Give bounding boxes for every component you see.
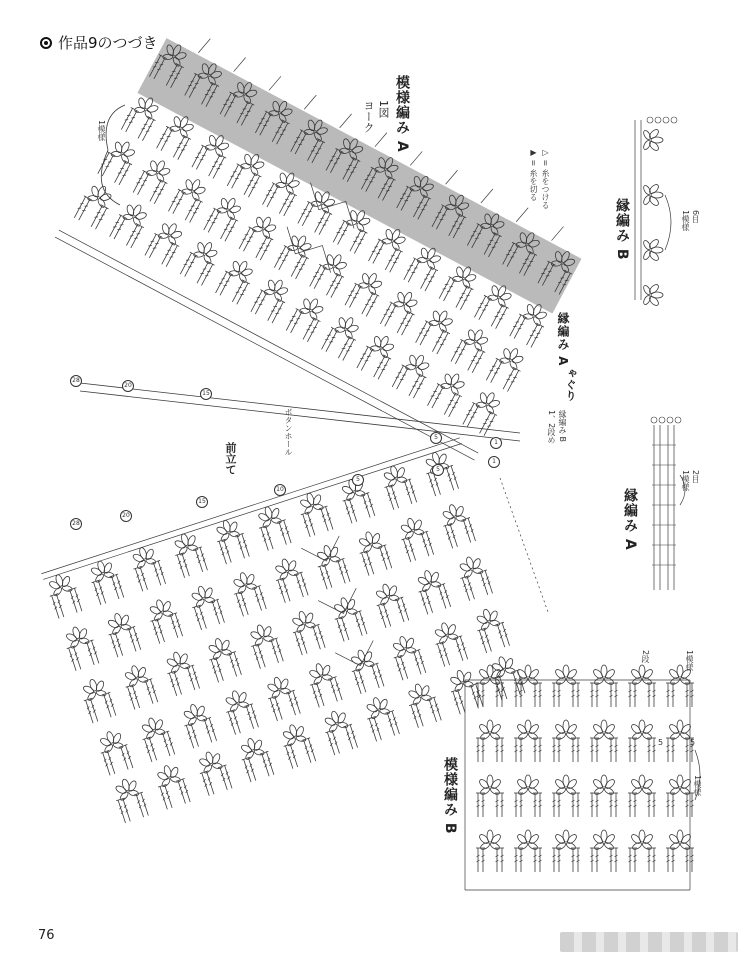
page-number: 76: [38, 928, 55, 943]
row-marker: 28: [70, 518, 82, 530]
swatch-edge-b-rows: 6目: [691, 210, 700, 224]
page-title: 作品9のつづき: [58, 34, 158, 52]
front-band-label: 前立て: [224, 442, 237, 475]
row-marker: 1: [490, 437, 502, 449]
legend-attach: ▷ = 糸をつける: [541, 148, 550, 209]
edge-a-label: 縁編み A: [556, 312, 570, 367]
row-marker: 5: [430, 432, 442, 444]
watermark: [560, 932, 738, 952]
row-marker: 5: [432, 464, 444, 476]
swatch-pattern-b-pattern-top: 1模様: [685, 650, 694, 672]
buttonhole-label: ボタンホール: [284, 408, 293, 456]
row-marker: 15: [200, 388, 212, 400]
row-marker: 20: [120, 510, 132, 522]
swatch-pattern-b-side-number: 5: [658, 738, 664, 747]
row-marker: 5: [352, 474, 364, 486]
swatch-edge-a-title: 縁編み A: [622, 488, 638, 551]
row-marker: 20: [122, 380, 134, 392]
swatch-edge-a-rows: 2目: [691, 470, 700, 484]
row-marker: 28: [70, 375, 82, 387]
row-marker: 15: [196, 496, 208, 508]
swatch-pattern-b-side-number: 5: [690, 738, 696, 747]
yoke-one-pattern: 1模様: [97, 120, 106, 142]
yoke-pattern-label: 模様編み A: [394, 75, 410, 153]
row-marker: 1: [488, 456, 500, 468]
swatch-pattern-b-title: 模様編み B: [442, 757, 458, 835]
legend-cut: ▶ = 糸を切る: [529, 148, 538, 201]
swatch-edge-a-pattern: 1模様: [681, 470, 690, 492]
row-marker: 10: [274, 484, 286, 496]
swatch-pattern-b-rows: 2段: [641, 650, 650, 664]
yoke-title-label: ヨーク: [362, 100, 375, 133]
swatch-pattern-b-pattern: 1模様: [693, 775, 702, 797]
armhole-label: ゃぐり: [564, 368, 577, 401]
edge-b-rows-label: 縁編み B 1、2段め: [547, 410, 567, 445]
yoke-figure-label: 1図: [377, 100, 390, 118]
swatch-edge-b-pattern: 1模様: [681, 210, 690, 232]
swatch-edge-b-title: 縁編み B: [614, 198, 630, 261]
